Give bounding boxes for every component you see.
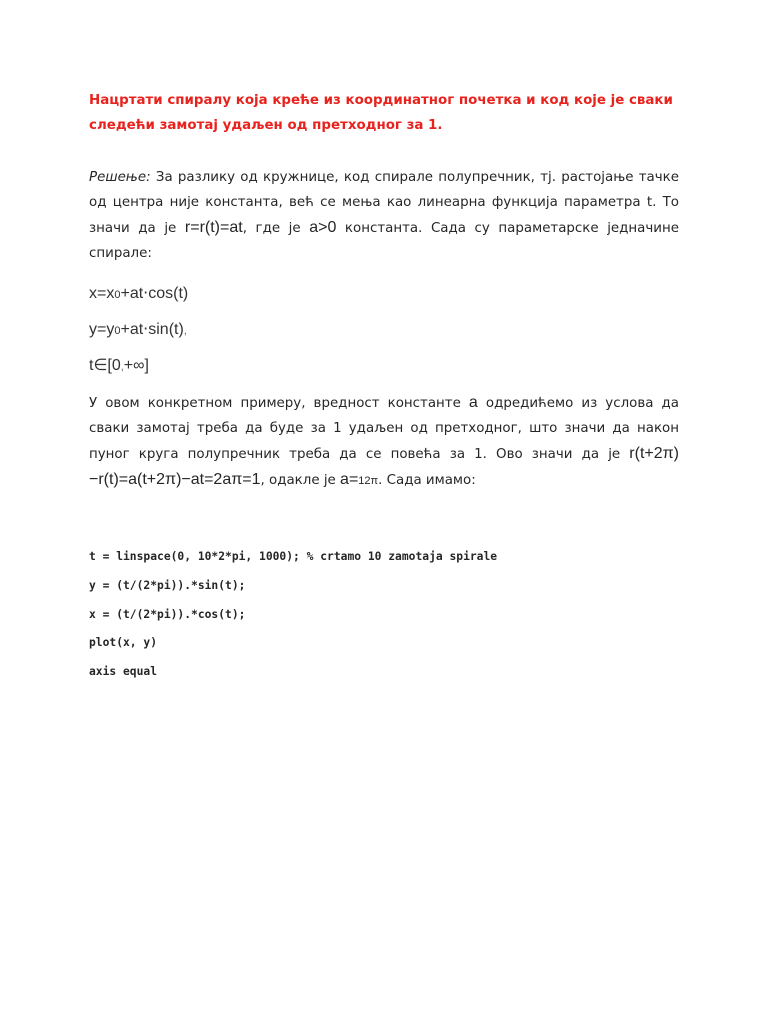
equation-t-range: t∈[0,+∞]: [89, 357, 149, 374]
task-statement: Нацртати спиралу која креће из координатног почетка и код које је сваки следећи замотај удаљен од претходног за 1.: [89, 93, 673, 133]
code-line-4: plot(x, y): [89, 636, 158, 649]
formula-a-equals: a=: [340, 471, 359, 488]
formula-radius: r=r(t)=at: [184, 219, 243, 236]
code-line-3: x = (t/(2*pi)).*cos(t);: [89, 608, 246, 621]
formula-radius-difference: r(t+2π)−r(t)=a(t+2π)−at=2aπ=1: [89, 445, 679, 488]
equation-y: y=y0+at⋅sin(t),: [89, 321, 187, 338]
formula-a-positive: a>0: [309, 219, 337, 236]
code-line-2: y = (t/(2*pi)).*sin(t);: [89, 579, 246, 592]
solution-text-1: За разлику од кружнице, код спирале полупречник, тј. растојање тачке од центра није константа, већ се мења као линеарна функција параметра t. То значи да је: [89, 170, 679, 236]
constant-paragraph: У овом конкретном примеру, вредност константе a одредићемо из услова да сваки замотај треба да буде за 1 удаљен од претходног, што значи да након пуног круга полупречник треба да се повећа за 1. Ово значи да је r(t+2π)−r(t)=a(t+2π)−at=2aπ=1, одакле је a=12π. Сада имамо:: [89, 394, 679, 488]
formula-fraction: 12π: [358, 475, 379, 487]
code-line-5: axis equal: [89, 665, 158, 678]
formula-a: a: [468, 394, 478, 411]
solution-text-3: константа. Сада су параметарске једначине спирале:: [89, 221, 679, 261]
equation-x: x=x0+at⋅cos(t): [89, 285, 189, 302]
solution-label: Решење:: [89, 170, 151, 185]
code-line-1: t = linspace(0, 10*2*pi, 1000); % crtamo 10 zamotaja spirale: [89, 550, 498, 563]
solution-paragraph: [89, 165, 679, 266]
solution-text-2: , где је: [242, 221, 310, 236]
